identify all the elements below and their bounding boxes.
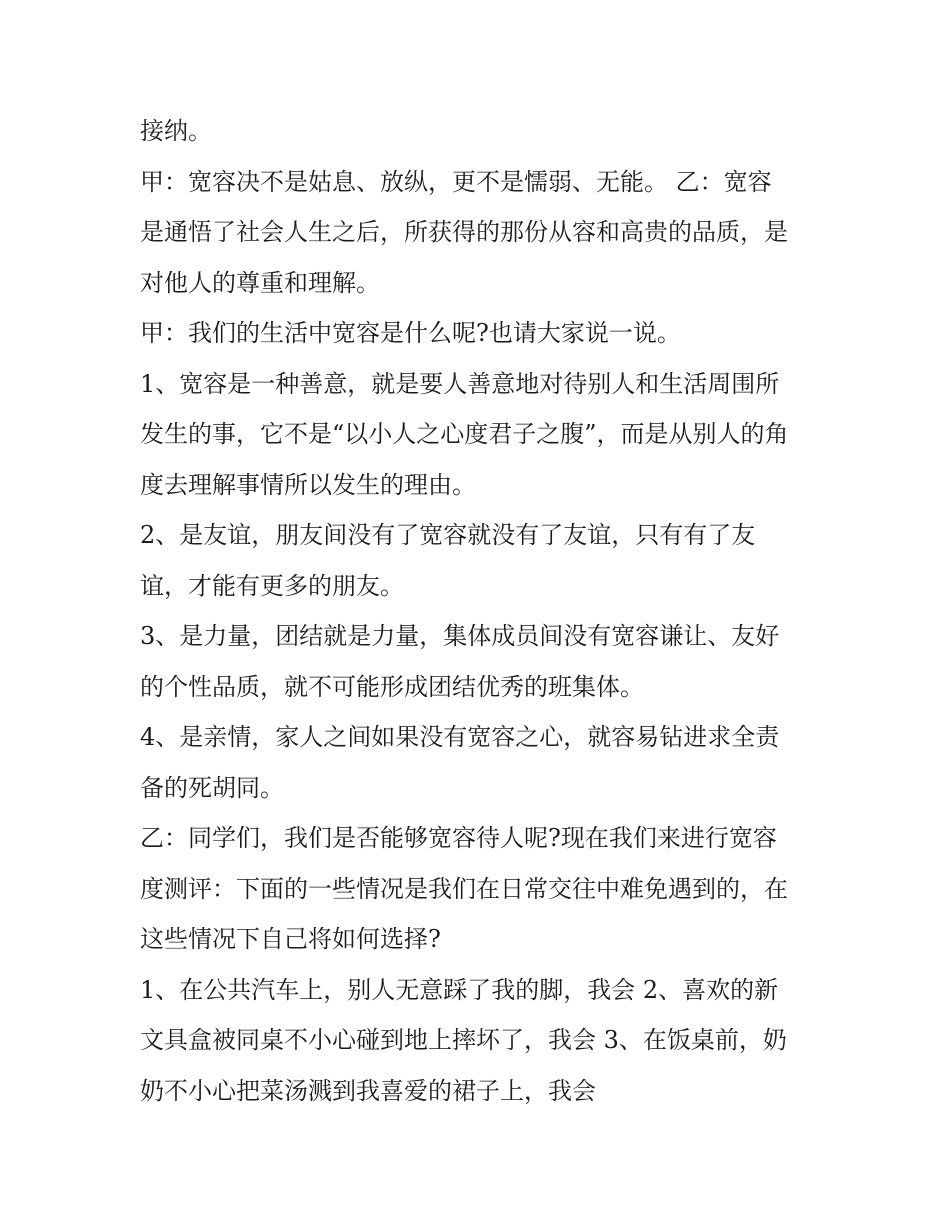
text-line: 的个性品质，就不可能形成团结优秀的班集体。 (140, 672, 644, 701)
text-line: 这些情况下自己将如何选择? (140, 925, 441, 953)
text-line: 谊，才能有更多的朋友。 (140, 571, 404, 600)
text-line: 1、宽容是一种善意，就是要人善意地对待别人和生活周围所 (140, 369, 780, 398)
text-line: 备的死胡同。 (140, 773, 284, 802)
text-line: 发生的事，它不是“以小人之心度君子之腹”，而是从别人的角 (140, 420, 789, 448)
text-line: 乙：同学们，我们是否能够宽容待人呢?现在我们来进行宽容 (140, 824, 777, 852)
text-line: 2、是友谊，朋友间没有了宽容就没有了友谊，只有有了友 (140, 521, 756, 549)
text-line: 甲：我们的生活中宽容是什么呢?也请大家说一说。 (140, 319, 681, 347)
text-line: 文具盒被同桌不小心碰到地上摔坏了，我会 3、在饭桌前，奶 (140, 1026, 787, 1054)
text-line: 接纳。 (140, 117, 212, 145)
document-body (140, 106, 820, 1116)
text-line: 3、是力量，团结就是力量，集体成员间没有宽容谦让、友好 (140, 622, 780, 650)
text-line: 1、在公共汽车上，别人无意踩了我的脚，我会 2、喜欢的新 (140, 975, 779, 1004)
text-line: 4、是亲情，家人之间如果没有宽容之心，就容易钻进求全责 (140, 723, 780, 751)
text-line: 对他人的尊重和理解。 (140, 268, 380, 297)
text-line: 度去理解事情所以发生的理由。 (140, 470, 476, 499)
text-line: 奶不小心把菜汤溅到我喜爱的裙子上，我会 (140, 1076, 596, 1105)
text-line: 是通悟了社会人生之后，所获得的那份从容和高贵的品质，是 (140, 218, 788, 246)
text-line: 甲：宽容决不是姑息、放纵，更不是懦弱、无能。 乙：宽容 (140, 167, 772, 196)
text-line: 度测评：下面的一些情况是我们在日常交往中难免遇到的，在 (140, 874, 788, 903)
